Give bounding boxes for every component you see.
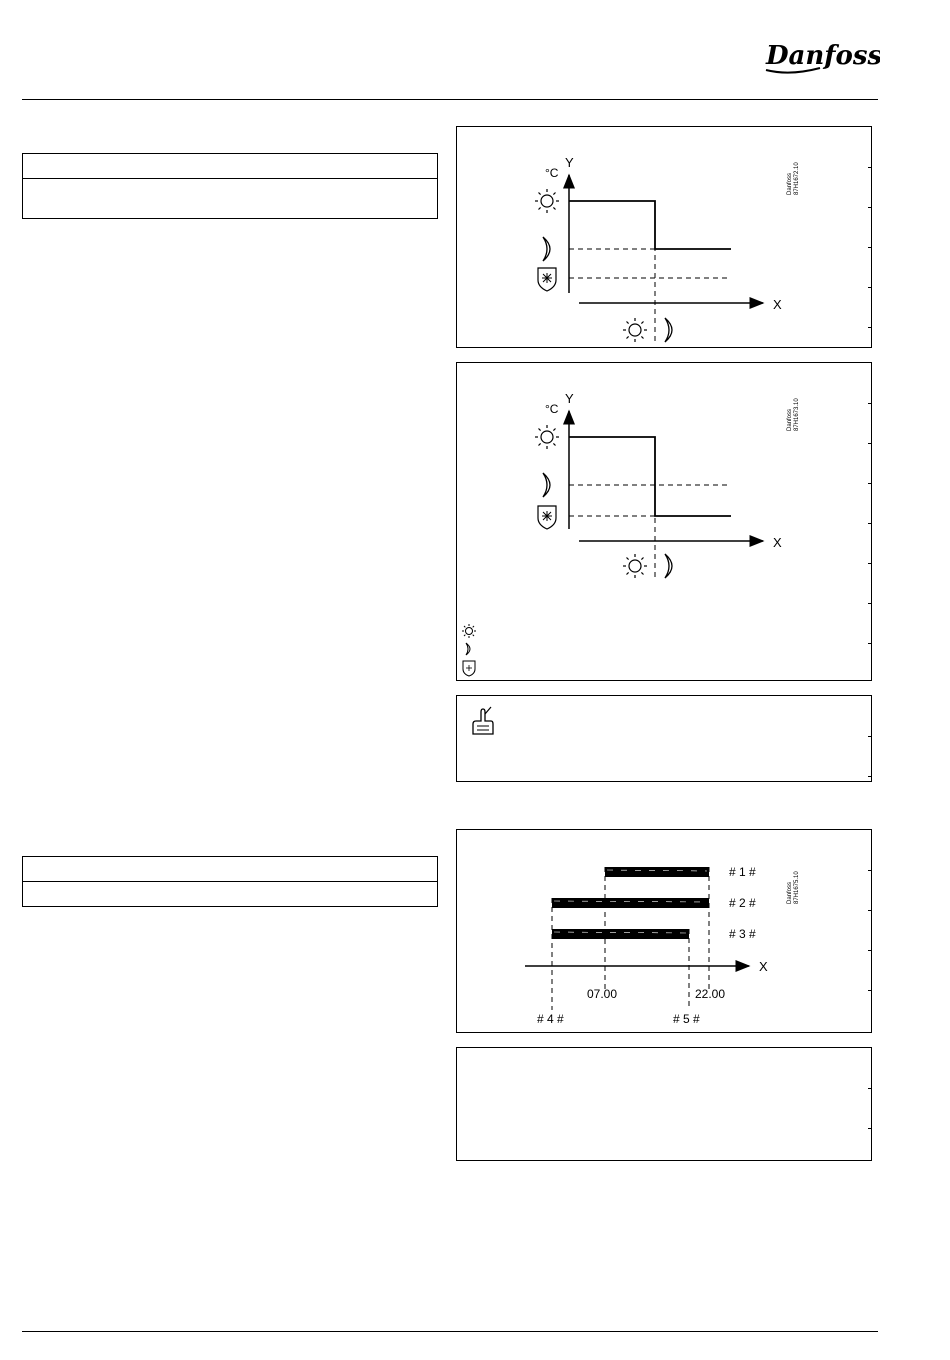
figure-3-box (456, 829, 872, 1033)
y-axis-label: Y (565, 391, 574, 406)
schedule-bar-3 (552, 929, 689, 939)
temperature-curve (569, 201, 731, 249)
tick-label-2200: 22.00 (695, 987, 726, 1001)
figure-code-line1: Danfoss (787, 881, 793, 904)
sun-icon (623, 318, 647, 342)
tick-label-0700: 07.00 (587, 987, 618, 1001)
brand-logo-text: Danfoss (766, 41, 880, 71)
figure-2-box (456, 362, 872, 681)
table-header-row (23, 154, 437, 179)
sun-icon (535, 425, 559, 449)
figure-1-box (456, 126, 872, 348)
figure-code-line2: 87H1672.10 (794, 162, 800, 195)
unit-label: °C (545, 166, 559, 180)
moon-icon (543, 237, 550, 261)
schedule-bar-1 (605, 867, 709, 877)
parameter-table-2 (22, 856, 438, 907)
pointing-hand-icon (469, 704, 499, 740)
table-row (23, 179, 437, 218)
bar-label-1: # 1 # (729, 865, 756, 879)
figure-3-diagram (457, 830, 871, 1032)
frost-protection-icon (538, 506, 556, 529)
moon-icon (543, 473, 550, 497)
marker-label-4: # 4 # (537, 1012, 564, 1026)
bar-label-3: # 3 # (729, 927, 756, 941)
figure-code-line1: Danfoss (787, 172, 793, 195)
table-row (23, 882, 437, 906)
moon-icon (665, 318, 672, 342)
x-axis-label: X (773, 535, 782, 550)
legend-moon-icon (466, 643, 470, 655)
table-header-row (23, 857, 437, 882)
brand-logo (760, 30, 880, 80)
temperature-curve (569, 437, 731, 516)
frost-protection-icon (538, 268, 556, 291)
footer-rule (22, 1331, 878, 1332)
figure-code-line1: Danfoss (787, 408, 793, 431)
marker-label-5: # 5 # (673, 1012, 700, 1026)
unit-label: °C (545, 402, 559, 416)
bar-label-2: # 2 # (729, 896, 756, 910)
x-axis-label: X (759, 959, 768, 974)
figure-code-line2: 87H1673.10 (794, 398, 800, 431)
x-axis-label: X (773, 297, 782, 312)
figure-code-line2: 87H1675.10 (794, 871, 800, 904)
y-axis-label: Y (565, 155, 574, 170)
legend-sun-icon (462, 624, 476, 638)
parameter-table-1 (22, 153, 438, 219)
note-box (456, 695, 872, 782)
figure-2-diagram (457, 363, 871, 680)
sun-icon (535, 189, 559, 213)
text-box (456, 1047, 872, 1161)
legend-frost-protection-icon (463, 661, 475, 676)
header-rule (22, 99, 878, 100)
moon-icon (665, 554, 672, 578)
schedule-bar-2 (552, 898, 709, 908)
sun-icon (623, 554, 647, 578)
figure-1-diagram (457, 127, 871, 347)
